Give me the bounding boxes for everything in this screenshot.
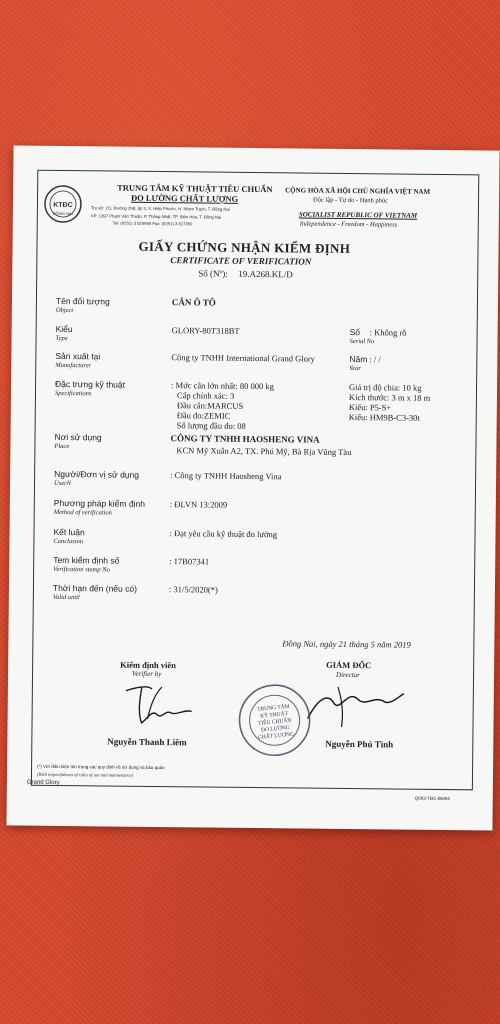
spec-label-en: Specifications — [54, 389, 92, 398]
valid-until-label-en: Valid until — [52, 593, 80, 602]
conclusion-label: Kết luận — [53, 526, 85, 538]
grand-glory-mark: Grand Glory — [26, 779, 60, 786]
svg-text:TIÊU CHUẨN: TIÊU CHUẨN — [257, 717, 292, 727]
manufacturer-value: Công ty TNHH International Grand Glory — [171, 352, 316, 364]
svg-text:TRUNG TÂM: TRUNG TÂM — [257, 703, 290, 713]
method-label-en: Method of verification — [53, 508, 112, 517]
stamp-label: Tem kiểm định số — [53, 554, 120, 566]
footnote-en: (With respectfulness of rules of use and maintenance) — [36, 771, 134, 778]
official-seal — [234, 680, 315, 761]
director-name: Nguyễn Phú Tình — [325, 738, 394, 750]
republic-motto: Độc lập - Tự do - Hạnh phúc — [312, 196, 389, 205]
svg-text:CHẤT LƯỢNG: CHẤT LƯỢNG — [257, 731, 295, 741]
user-value: : Công ty TNHH Haosheng Vina — [170, 470, 282, 482]
stamp-value: : 17B07341 — [169, 556, 210, 567]
year-label-en: Year — [349, 365, 361, 373]
verifier-title: Kiểm định viên — [120, 659, 176, 671]
certificate-paper — [6, 145, 499, 830]
svg-text:ĐỒNG NAI: ĐỒNG NAI — [52, 210, 73, 217]
manufacturer-label: Sản xuất tại — [55, 350, 101, 362]
place-label-en: Place — [54, 442, 70, 451]
org-phone: Tel: (0251) 3 825565 Fax: (0251) 3 817350 — [112, 220, 193, 227]
type-value: GLORY-80T318BT — [171, 325, 240, 336]
spec-sensor-count: Số lượng đầu đo: 08 — [176, 420, 246, 431]
director-signature — [297, 678, 408, 735]
certificate-number-label: Số (Nº): — [198, 268, 228, 279]
spec-accuracy-class: Cấp chính xác: 3 — [176, 390, 235, 401]
spec-division: Giá trị độ chia: 10 kg — [349, 382, 422, 393]
valid-until-value: : 31/5/2020(*) — [168, 584, 218, 595]
place-label: Nơi sử dụng — [54, 431, 102, 443]
ktdc-logo — [43, 184, 83, 224]
place-value-company: CÔNG TY TNHH HAOSHENG VINA — [170, 433, 320, 445]
year-value: : / / — [369, 354, 381, 365]
issue-date: Đồng Nai, ngày 21 tháng 5 năm 2019 — [282, 638, 411, 650]
spec-sensor: Đầu đo:ZEMIC — [176, 410, 231, 421]
footnote-vn: (*) Với điều kiện tôn trọng các quy định về sử dụng và bảo quản — [37, 763, 165, 771]
valid-until-label: Thời hạn đến (nếu có) — [52, 582, 138, 594]
object-label-en: Object — [55, 306, 74, 315]
method-value: : ĐLVN 13:2009 — [169, 499, 228, 510]
serial-label-en: Serial No — [349, 338, 375, 346]
manufacturer-label-en: Manufacturer — [55, 361, 92, 370]
form-code: Q003-TĐC-BM04 — [414, 795, 450, 802]
stamp-label-en: Verification stamp No — [53, 565, 110, 574]
verifier-signature — [117, 679, 207, 728]
republic-motto-en: Independence - Freedom - Happiness — [299, 220, 398, 229]
conclusion-label-en: Conclusion — [53, 537, 84, 546]
object-value: CÂN Ô TÔ — [171, 297, 216, 308]
certificate-title: GIẤY CHỨNG NHẬN KIỂM ĐỊNH — [138, 238, 351, 257]
type-label-en: Type — [55, 334, 68, 343]
republic-name-en: SOCIALIST REPUBLIC OF VIETNAM — [298, 210, 418, 220]
object-label: Tên đối tượng — [55, 295, 110, 307]
place-value-address: KCN Mỹ Xuân A2, TX. Phú Mỹ, Bà Rịa Vũng Tàu — [176, 445, 352, 458]
verifier-title-en: Verifier by — [132, 669, 162, 679]
user-label-en: UserN — [54, 479, 72, 488]
director-title: GIÁM ĐỐC — [326, 659, 372, 671]
serial-value: : Không rõ — [369, 327, 407, 338]
spec-max-capacity: : Mức cân lớn nhất: 80 000 kg — [171, 380, 274, 392]
type-label: Kiểu — [55, 323, 73, 335]
svg-text:KTĐC: KTĐC — [53, 201, 73, 210]
method-label: Phương pháp kiểm định — [53, 497, 146, 509]
org-address-2: VP: 1397 Phạm Văn Thuận, P. Thống Nhất, TP. Biên Hòa, T. Đồng Nai — [90, 213, 222, 220]
certificate-title-en: CERTIFICATE OF VERIFICATION — [170, 255, 312, 267]
director-title-en: Director — [336, 670, 360, 680]
year-label: Năm — [349, 354, 368, 365]
org-name-2: ĐO LƯỜNG CHẤT LƯỢNG — [130, 192, 239, 204]
spec-model-1: Kiểu: P5-S+ — [348, 401, 392, 413]
verifier-name: Nguyễn Thanh Liêm — [107, 736, 187, 748]
spec-indicator: Đầu cân:MARCUS — [176, 400, 244, 411]
user-label: Người/Đơn vị sử dụng — [54, 468, 140, 480]
svg-text:ĐO LƯỜNG: ĐO LƯỜNG — [260, 724, 291, 734]
spec-size: Kích thước: 3 m x 18 m — [348, 392, 431, 403]
org-name: TRUNG TÂM KỸ THUẬT TIÊU CHUẨN — [117, 182, 273, 195]
serial-label: Số — [349, 327, 361, 338]
spec-label: Đặc trưng kỹ thuật — [55, 378, 126, 390]
conclusion-value: : Đạt yêu cầu kỹ thuật đo lường — [169, 528, 278, 540]
org-address-1: Trụ sở: 2/1, Đường 25B, ấp 3, X. Hiệp Phước, H. Nhơn Trạch, T. Đồng Nai — [90, 205, 230, 212]
spec-model-2: Kiểu: HM9B-C3-30t — [348, 411, 420, 423]
certificate-number: 19.A268.KL/D — [238, 268, 293, 280]
republic-name: CỘNG HÒA XÃ HỘI CHỦ NGHĨA VIỆT NAM — [285, 186, 431, 196]
svg-text:KỸ THUẬT: KỸ THUẬT — [259, 710, 289, 720]
